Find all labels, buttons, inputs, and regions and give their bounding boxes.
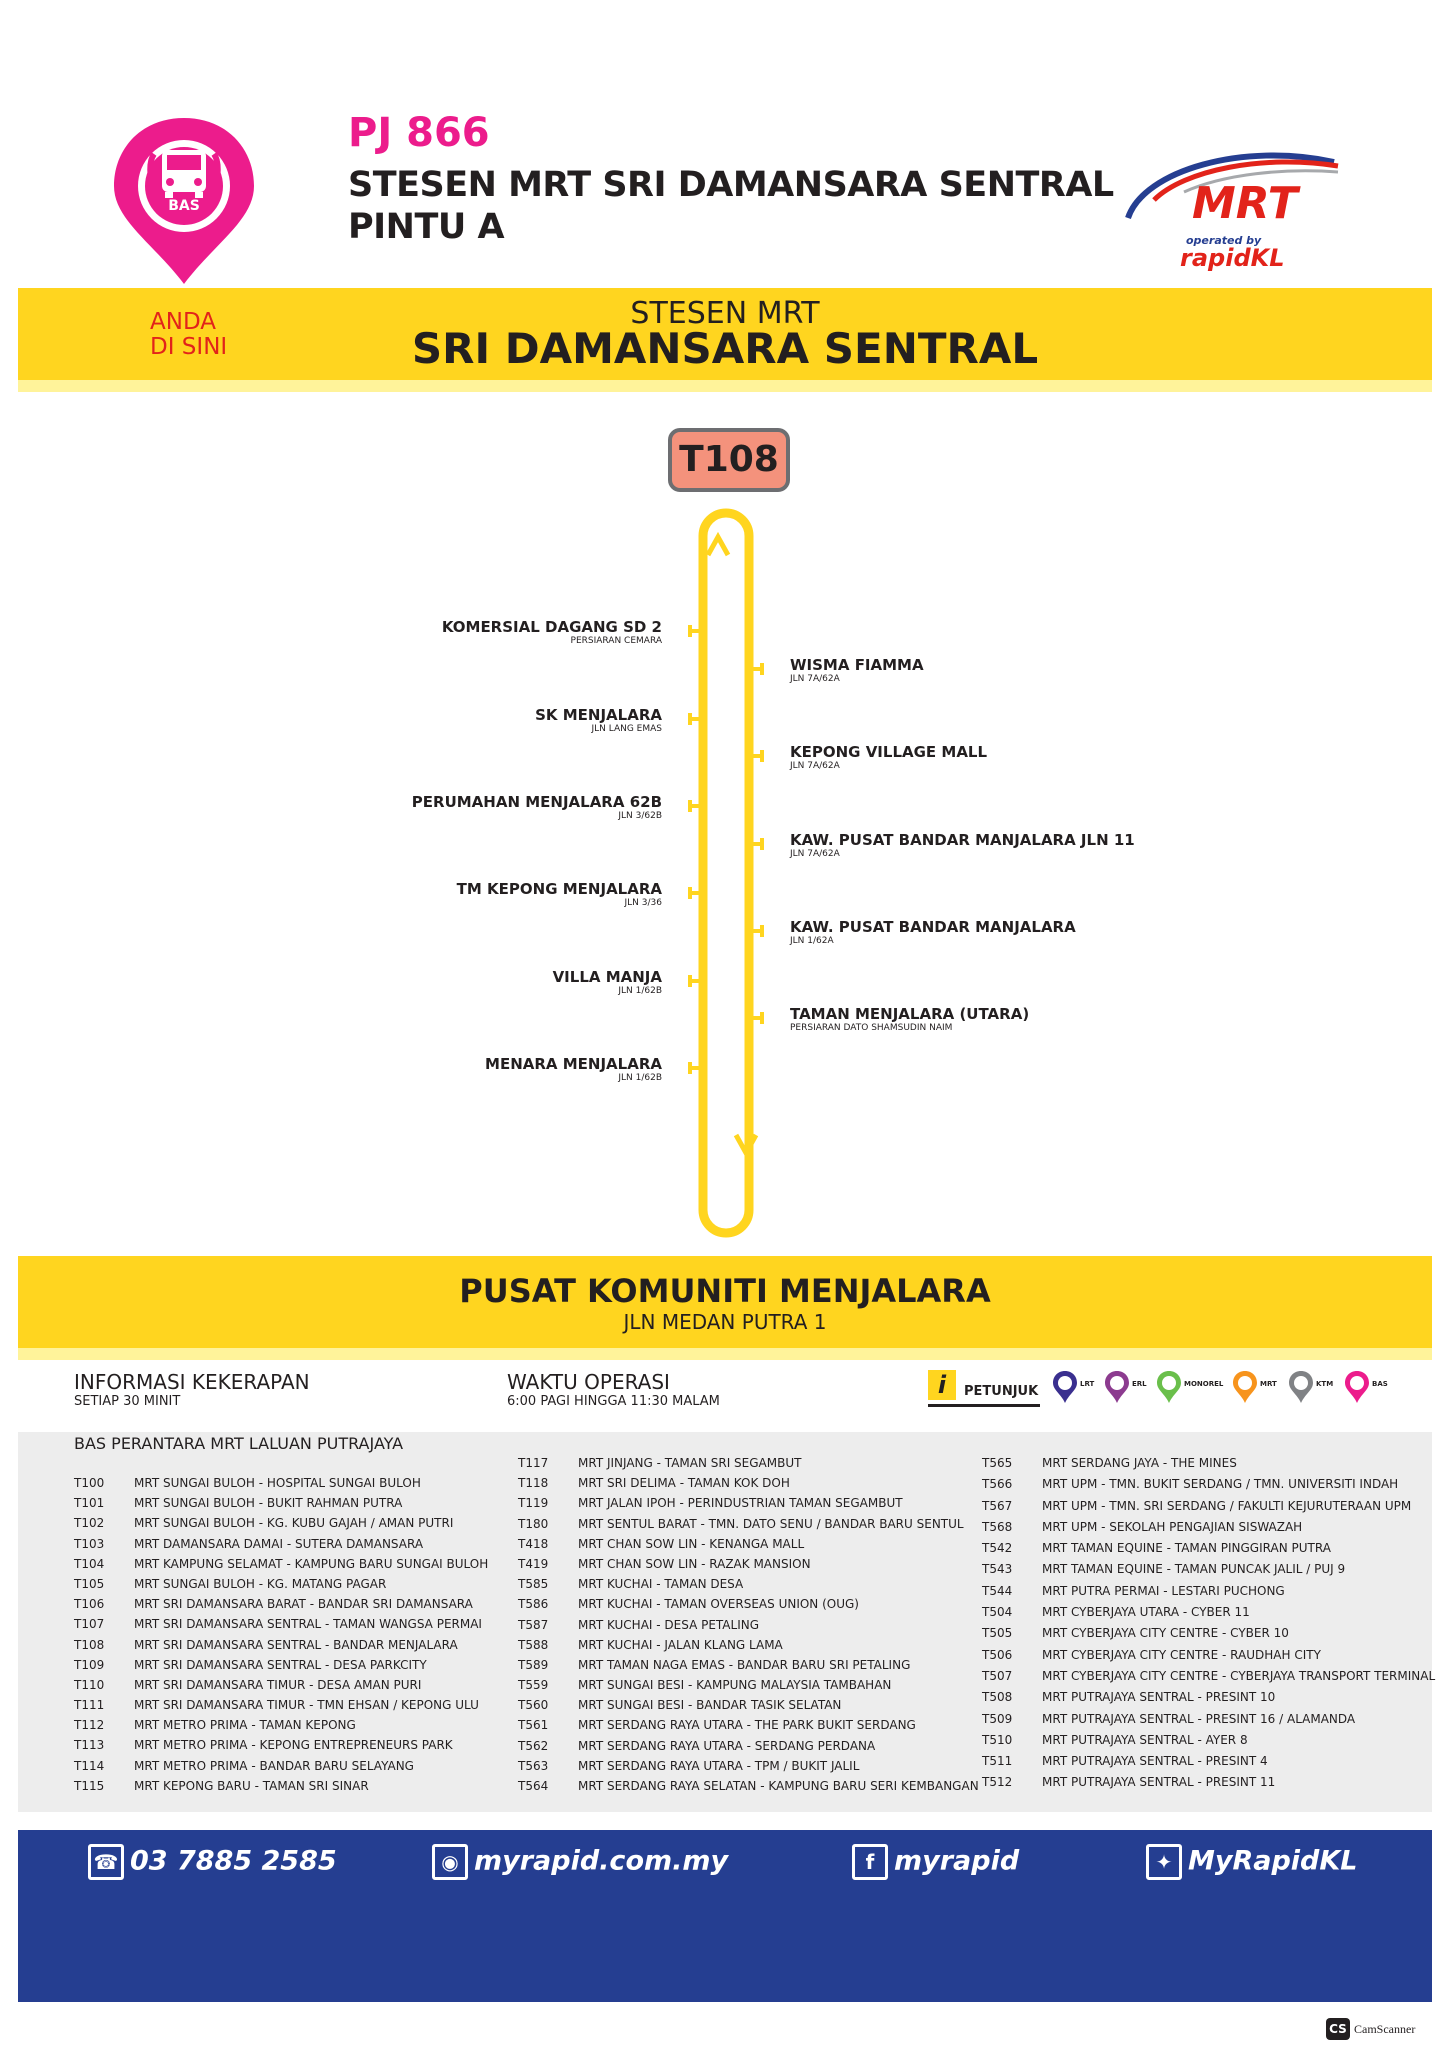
route-name: MRT KUCHAI - JALAN KLANG LAMA <box>578 1637 783 1652</box>
route-name: MRT PUTRA PERMAI - LESTARI PUCHONG <box>1042 1583 1285 1598</box>
route-code: T109 <box>74 1657 105 1672</box>
route-row <box>74 1557 504 1577</box>
route-name: MRT SUNGAI BULOH - KG. KUBU GAJAH / AMAN PUTRI <box>134 1516 454 1531</box>
route-name: MRT PUTRAJAYA SENTRAL - AYER 8 <box>1042 1732 1248 1747</box>
origin-banner-line1: STESEN MRT <box>630 296 820 331</box>
routes-column-2 <box>518 1456 979 1799</box>
route-row <box>74 1678 504 1698</box>
route-code: T100 <box>74 1476 105 1490</box>
route-row <box>982 1733 1422 1754</box>
route-name: MRT SRI DAMANSARA BARAT - BANDAR SRI DAMANSARA <box>134 1597 473 1612</box>
route-name: MRT KUCHAI - TAMAN DESA <box>578 1577 744 1592</box>
route-code: T101 <box>74 1496 105 1511</box>
route-code: T566 <box>982 1477 1013 1492</box>
rapidkl-logo-text: rapidKL <box>1180 244 1285 272</box>
route-code: T111 <box>74 1698 105 1713</box>
stop-right-2 <box>790 743 1210 771</box>
globe-icon: ◉ <box>432 1844 468 1880</box>
route-row <box>74 1496 504 1516</box>
legend-label: LRT <box>1080 1380 1095 1388</box>
stop-street-text: JLN 1/62B <box>618 1073 662 1083</box>
stop-street-text: JLN 3/36 <box>624 898 662 908</box>
route-row <box>518 1456 958 1476</box>
you-are-here-line1: ANDA <box>150 309 216 335</box>
origin-banner-underline <box>18 380 1432 392</box>
legend-label: ERL <box>1132 1380 1147 1388</box>
route-code: T504 <box>982 1605 1013 1620</box>
feeder-title: BAS PERANTARA MRT LALUAN PUTRAJAYA <box>74 1434 404 1453</box>
destination-banner-line2: JLN MEDAN PUTRA 1 <box>623 1310 827 1334</box>
route-name: MRT SERDANG RAYA UTARA - TPM / BUKIT JALIL <box>578 1758 860 1773</box>
route-code: T561 <box>518 1718 549 1733</box>
route-code: T564 <box>518 1779 549 1793</box>
route-row <box>74 1617 504 1637</box>
route-row <box>518 1618 958 1638</box>
route-row <box>74 1516 504 1536</box>
route-name: MRT UPM - SEKOLAH PENGAJIAN SISWAZAH <box>1042 1519 1303 1534</box>
website-text: myrapid.com.my <box>474 1845 729 1877</box>
route-name: MRT SERDANG RAYA UTARA - THE PARK BUKIT SERDANG <box>578 1718 916 1733</box>
route-name: MRT CHAN SOW LIN - KENANGA MALL <box>578 1536 805 1551</box>
hours-value: 6:00 PAGI HINGGA 11:30 MALAM <box>507 1394 720 1409</box>
stop-street-text: JLN 1/62A <box>790 936 834 946</box>
route-code: T104 <box>74 1556 105 1571</box>
stop-left-4 <box>262 880 662 908</box>
route-name: MRT SRI DAMANSARA SENTRAL - TAMAN WANGSA PERMAI <box>134 1617 482 1632</box>
route-row <box>518 1698 958 1718</box>
route-name: MRT SERDANG RAYA SELATAN - KAMPUNG BARU SERI KEMBANGAN <box>578 1779 979 1793</box>
mrt-logo-text: MRT <box>1192 178 1298 229</box>
monorail-pin-icon <box>1156 1370 1182 1404</box>
route-name: MRT PUTRAJAYA SENTRAL - PRESINT 11 <box>1042 1775 1276 1790</box>
route-row <box>982 1754 1422 1775</box>
route-name: MRT UPM - TMN. BUKIT SERDANG / TMN. UNIVERSITI INDAH <box>1042 1477 1399 1492</box>
route-name: MRT TAMAN EQUINE - TAMAN PUNCAK JALIL / PUJ 9 <box>1042 1562 1346 1577</box>
erl-pin-icon <box>1104 1370 1130 1404</box>
route-row <box>982 1712 1422 1733</box>
stop-name-line2: PINTU A <box>348 207 505 247</box>
legend-bas <box>1344 1370 1388 1408</box>
twitter-text: MyRapidKL <box>1188 1845 1358 1877</box>
route-code: T542 <box>982 1541 1013 1556</box>
legend-erl <box>1104 1370 1147 1408</box>
bus-stop-pin-icon <box>104 116 264 286</box>
route-row <box>518 1718 958 1738</box>
stop-street-text: JLN 7A/62A <box>790 761 840 771</box>
route-code: T587 <box>518 1617 549 1632</box>
route-code: T511 <box>982 1754 1013 1769</box>
route-row <box>518 1779 979 1799</box>
route-code: T117 <box>518 1456 549 1470</box>
route-name: MRT CYBERJAYA CITY CENTRE - RAUDHAH CITY <box>1042 1647 1321 1662</box>
route-row <box>518 1557 958 1577</box>
route-name: MRT KAMPUNG SELAMAT - KAMPUNG BARU SUNGAI BULOH <box>134 1556 489 1571</box>
facebook-link[interactable] <box>852 1844 1019 1880</box>
route-name: MRT UPM - TMN. SRI SERDANG / FAKULTI KEJURUTERAAN UPM <box>1042 1498 1412 1513</box>
route-code: T119 <box>518 1496 549 1511</box>
route-name: MRT SRI DELIMA - TAMAN KOK DOH <box>578 1476 790 1491</box>
info-icon: i <box>928 1370 956 1400</box>
route-row <box>982 1584 1422 1605</box>
route-code: T103 <box>74 1536 105 1551</box>
stop-street-text: JLN 7A/62A <box>790 674 840 684</box>
route-row <box>74 1779 504 1799</box>
destination-banner-underline <box>18 1348 1432 1360</box>
route-row <box>74 1658 504 1678</box>
route-name: MRT SERDANG JAYA - THE MINES <box>1042 1456 1237 1470</box>
route-row <box>518 1739 958 1759</box>
route-code: T419 <box>518 1556 549 1571</box>
route-code: T115 <box>74 1778 105 1793</box>
stop-name-text: SK MENJALARA <box>535 706 662 724</box>
stop-name-text: WISMA FIAMMA <box>790 656 924 674</box>
twitter-link[interactable] <box>1146 1844 1358 1880</box>
mrt-pin-icon <box>1232 1370 1258 1404</box>
route-name: MRT CHAN SOW LIN - RAZAK MANSION <box>578 1556 811 1571</box>
route-code: T510 <box>982 1732 1013 1747</box>
legend-mrt <box>1232 1370 1277 1408</box>
route-row <box>518 1658 958 1678</box>
stop-right-5 <box>790 1005 1210 1033</box>
stop-left-1 <box>262 618 662 646</box>
route-code: T418 <box>518 1536 549 1551</box>
legend-label: KTM <box>1316 1380 1334 1388</box>
stop-street-text: PERSIARAN CEMARA <box>570 636 662 646</box>
route-code: T106 <box>74 1597 105 1612</box>
route-name: MRT KUCHAI - TAMAN OVERSEAS UNION (OUG) <box>578 1597 859 1612</box>
route-row <box>982 1541 1422 1562</box>
route-name: MRT PUTRAJAYA SENTRAL - PRESINT 16 / ALAMANDA <box>1042 1711 1356 1726</box>
stop-street-text: JLN 7A/62A <box>790 849 840 859</box>
destination-banner-line1: PUSAT KOMUNITI MENJALARA <box>459 1272 991 1310</box>
phone-icon: ☎ <box>88 1844 124 1880</box>
route-code: T509 <box>982 1711 1013 1726</box>
route-row <box>74 1738 504 1758</box>
legend-label: MRT <box>1260 1380 1277 1388</box>
route-code: T507 <box>982 1668 1013 1683</box>
route-row <box>982 1499 1422 1520</box>
stop-left-6 <box>262 1055 662 1083</box>
route-row <box>518 1537 958 1557</box>
website-link[interactable] <box>432 1844 728 1880</box>
facebook-text: myrapid <box>894 1845 1020 1877</box>
you-are-here-label <box>150 310 227 360</box>
route-code: T512 <box>982 1775 1013 1790</box>
stop-name <box>348 164 1114 248</box>
route-name: MRT CYBERJAYA CITY CENTRE - CYBER 10 <box>1042 1626 1289 1641</box>
route-badge: T108 <box>668 428 790 492</box>
route-row <box>982 1562 1422 1583</box>
stop-name-text: KAW. PUSAT BANDAR MANJALARA JLN 11 <box>790 831 1135 849</box>
route-name: MRT CYBERJAYA CITY CENTRE - CYBERJAYA TRANSPORT TERMINAL <box>1042 1668 1436 1683</box>
route-row <box>74 1476 504 1496</box>
frequency-title: INFORMASI KEKERAPAN <box>74 1370 310 1394</box>
route-name: MRT KUCHAI - DESA PETALING <box>578 1617 760 1632</box>
stop-street-text: JLN LANG EMAS <box>591 724 662 734</box>
route-code: T563 <box>518 1758 549 1773</box>
route-name: MRT SUNGAI BULOH - HOSPITAL SUNGAI BULOH <box>134 1476 421 1490</box>
mrt-logo-operated: operated by <box>1186 234 1262 247</box>
legend-label: MONOREL <box>1184 1380 1224 1388</box>
stop-street-text: JLN 3/62B <box>618 811 662 821</box>
route-row <box>982 1668 1436 1690</box>
operating-hours-info <box>507 1370 720 1409</box>
route-name: MRT TAMAN NAGA EMAS - BANDAR BARU SRI PETALING <box>578 1657 911 1672</box>
route-row <box>74 1597 504 1617</box>
route-code: T180 <box>518 1516 549 1531</box>
route-row <box>518 1577 958 1597</box>
route-row <box>74 1577 504 1597</box>
contact-footer <box>18 1830 1432 2002</box>
frequency-value: SETIAP 30 MINIT <box>74 1394 181 1409</box>
route-code: T567 <box>982 1498 1013 1513</box>
lrt-pin-icon <box>1052 1370 1078 1404</box>
route-row <box>518 1597 958 1617</box>
route-row <box>982 1605 1422 1626</box>
routes-column-3 <box>982 1456 1436 1797</box>
stop-street-text: PERSIARAN DATO SHAMSUDIN NAIM <box>790 1023 953 1033</box>
legend-title: PETUNJUK <box>964 1384 1039 1399</box>
route-name: MRT SRI DAMANSARA TIMUR - DESA AMAN PURI <box>134 1677 422 1692</box>
route-name: MRT SRI DAMANSARA SENTRAL - BANDAR MENJALARA <box>134 1637 458 1652</box>
route-code: T568 <box>982 1519 1013 1534</box>
route-name: MRT CYBERJAYA UTARA - CYBER 11 <box>1042 1605 1250 1620</box>
route-name: MRT DAMANSARA DAMAI - SUTERA DAMANSARA <box>134 1536 424 1551</box>
stop-name-text: MENARA MENJALARA <box>485 1055 662 1073</box>
legend <box>928 1370 1408 1410</box>
facebook-icon: f <box>852 1844 888 1880</box>
route-code: T560 <box>518 1698 549 1713</box>
route-code: T543 <box>982 1562 1013 1577</box>
stop-code: PJ 866 <box>348 110 490 156</box>
route-row <box>74 1698 504 1718</box>
route-code: T108 <box>74 1637 105 1652</box>
stop-name-text: PERUMAHAN MENJALARA 62B <box>411 793 662 811</box>
stop-name-text: TAMAN MENJALARA (UTARA) <box>790 1005 1030 1023</box>
route-code: T112 <box>74 1718 105 1733</box>
camscanner-logo: CS <box>1326 2018 1350 2040</box>
legend-monorel <box>1156 1370 1224 1408</box>
route-name: MRT METRO PRIMA - KEPONG ENTREPRENEURS PARK <box>134 1738 453 1753</box>
route-row <box>982 1775 1422 1796</box>
route-name: MRT SRI DAMANSARA TIMUR - TMN EHSAN / KEPONG ULU <box>134 1698 479 1713</box>
route-row <box>74 1638 504 1658</box>
stop-name-text: KOMERSIAL DAGANG SD 2 <box>441 618 662 636</box>
route-name: MRT METRO PRIMA - TAMAN KEPONG <box>134 1718 356 1733</box>
route-code: T110 <box>74 1677 105 1692</box>
origin-banner-line2: SRI DAMANSARA SENTRAL <box>411 324 1039 373</box>
route-name: MRT SERDANG RAYA UTARA - SERDANG PERDANA <box>578 1738 876 1753</box>
route-code: T544 <box>982 1583 1013 1598</box>
stop-name-text: KAW. PUSAT BANDAR MANJALARA <box>790 918 1076 936</box>
stop-name-text: TM KEPONG MENJALARA <box>456 880 662 898</box>
route-name: MRT SUNGAI BULOH - BUKIT RAHMAN PUTRA <box>134 1496 403 1511</box>
route-name: MRT SUNGAI BESI - KAMPUNG MALAYSIA TAMBAHAN <box>578 1678 892 1693</box>
route-code: T565 <box>982 1456 1013 1470</box>
route-row <box>74 1537 504 1557</box>
route-code: T506 <box>982 1647 1013 1662</box>
you-are-here-line2: DI SINI <box>150 334 228 360</box>
origin-banner <box>18 288 1432 380</box>
routes-column-1 <box>74 1476 504 1799</box>
ktm-pin-icon <box>1288 1370 1314 1404</box>
route-name: MRT TAMAN EQUINE - TAMAN PINGGIRAN PUTRA <box>1042 1541 1331 1556</box>
bus-pin-label: BAS <box>168 198 200 214</box>
route-code: T102 <box>74 1516 105 1531</box>
route-row <box>982 1648 1422 1669</box>
route-row <box>982 1626 1422 1647</box>
route-name: MRT KEPONG BARU - TAMAN SRI SINAR <box>134 1778 369 1793</box>
route-name: MRT METRO PRIMA - BANDAR BARU SELAYANG <box>134 1758 414 1773</box>
route-code: T508 <box>982 1690 1013 1705</box>
legend-ktm <box>1288 1370 1334 1408</box>
route-code: T114 <box>74 1758 105 1773</box>
route-row <box>982 1477 1422 1498</box>
route-code: T107 <box>74 1617 105 1632</box>
stop-left-3 <box>262 793 662 821</box>
legend-underline <box>928 1404 1040 1407</box>
route-code: T118 <box>518 1476 549 1491</box>
route-code: T588 <box>518 1637 549 1652</box>
legend-items <box>1052 1370 1412 1410</box>
route-code: T589 <box>518 1657 549 1672</box>
route-name: MRT SENTUL BARAT - TMN. DATO SENU / BANDAR BARU SENTUL <box>578 1516 964 1531</box>
route-row <box>518 1496 958 1516</box>
route-name: MRT SUNGAI BESI - BANDAR TASIK SELATAN <box>578 1698 842 1713</box>
frequency-info <box>74 1370 310 1409</box>
stop-left-5 <box>262 968 662 996</box>
route-code: T505 <box>982 1626 1013 1641</box>
stop-name-text: KEPONG VILLAGE MALL <box>790 743 988 761</box>
stop-name-text: VILLA MANJA <box>552 968 662 986</box>
route-code: T586 <box>518 1597 549 1612</box>
route-name: MRT PUTRAJAYA SENTRAL - PRESINT 4 <box>1042 1754 1268 1769</box>
route-loop-line <box>680 505 780 1245</box>
hours-title: WAKTU OPERASI <box>507 1370 670 1394</box>
stop-right-3 <box>790 831 1210 859</box>
route-code: T113 <box>74 1738 105 1753</box>
route-row <box>982 1520 1422 1541</box>
bus-pin-icon <box>1344 1370 1370 1404</box>
stop-name-line1: STESEN MRT SRI DAMANSARA SENTRAL <box>348 165 1114 205</box>
route-row <box>518 1516 964 1537</box>
route-row <box>74 1718 504 1738</box>
route-name: MRT PUTRAJAYA SENTRAL - PRESINT 10 <box>1042 1690 1276 1705</box>
route-row <box>518 1638 958 1658</box>
route-name: MRT JINJANG - TAMAN SRI SEGAMBUT <box>578 1456 802 1470</box>
route-row <box>74 1759 504 1779</box>
route-code: T559 <box>518 1678 549 1693</box>
twitter-icon: ✦ <box>1146 1844 1182 1880</box>
route-row <box>518 1759 958 1779</box>
route-name: MRT JALAN IPOH - PERINDUSTRIAN TAMAN SEGAMBUT <box>578 1496 903 1511</box>
route-name: MRT SUNGAI BULOH - KG. MATANG PAGAR <box>134 1576 387 1591</box>
destination-banner <box>18 1256 1432 1348</box>
phone-number: 03 7885 2585 <box>130 1845 337 1877</box>
camscanner-text: CamScanner <box>1354 2022 1416 2036</box>
legend-lrt <box>1052 1370 1095 1408</box>
route-row <box>518 1476 958 1496</box>
route-code: T585 <box>518 1577 549 1592</box>
mrt-logo <box>1124 140 1344 280</box>
stop-right-1 <box>790 656 1210 684</box>
legend-label: BAS <box>1372 1380 1388 1388</box>
route-row <box>518 1678 958 1698</box>
phone-contact[interactable] <box>88 1844 337 1880</box>
route-code: T105 <box>74 1576 105 1591</box>
route-code: T562 <box>518 1738 549 1753</box>
route-row <box>982 1456 1422 1477</box>
route-name: MRT SRI DAMANSARA SENTRAL - DESA PARKCITY <box>134 1657 427 1672</box>
stop-right-4 <box>790 918 1210 946</box>
stop-street-text: JLN 1/62B <box>618 986 662 996</box>
stop-left-2 <box>262 706 662 734</box>
route-row <box>982 1690 1422 1711</box>
